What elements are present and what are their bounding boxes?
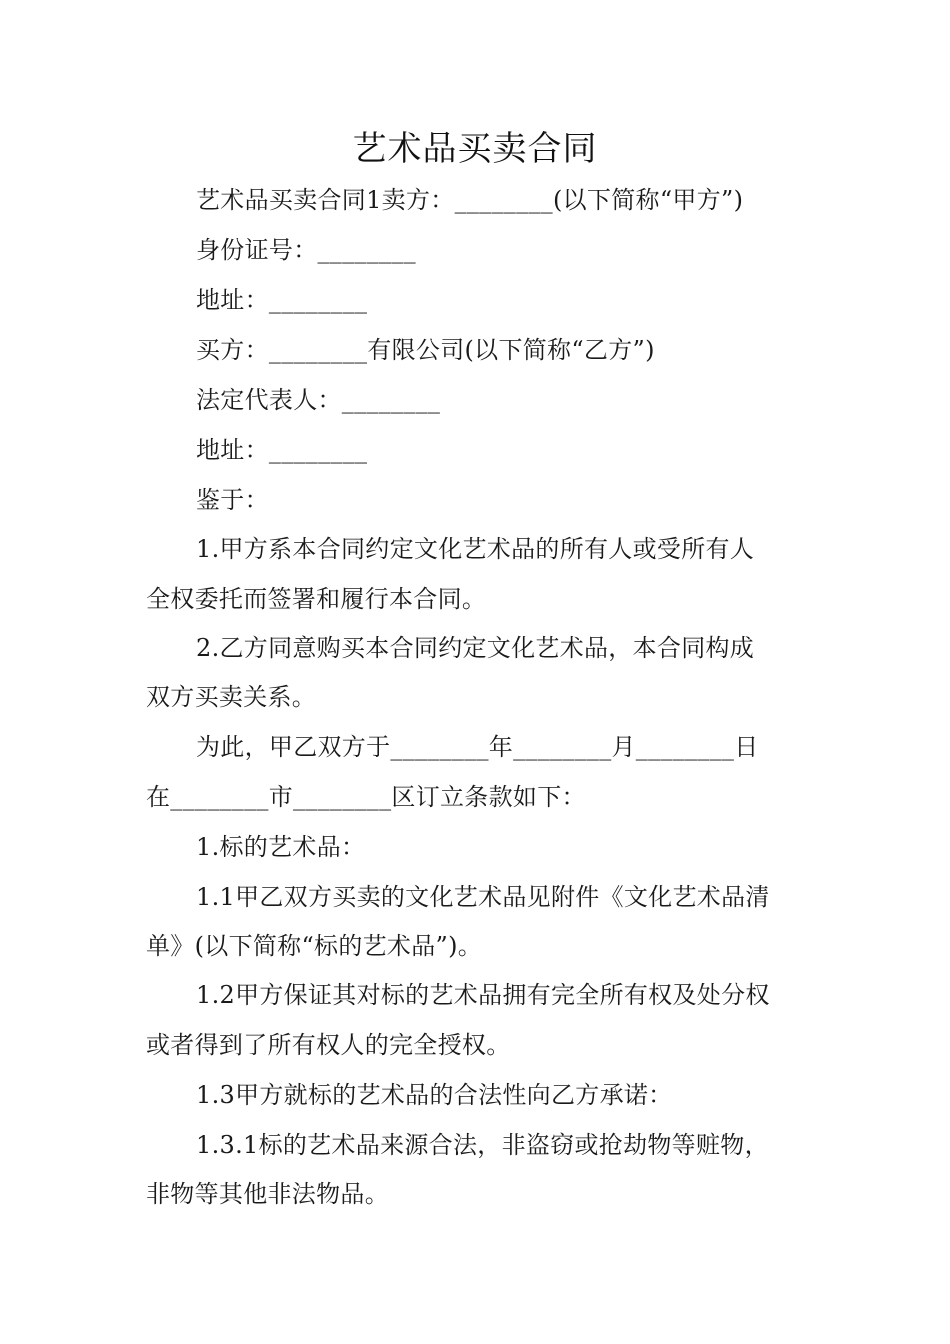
legal-representative-line: 法定代表人：________ (196, 386, 441, 414)
clause-1-3-1-line-1: 1.3.1标的艺术品来源合法，非盗窃或抢劫物等赃物， (196, 1131, 769, 1159)
buyer-line: 买方：________有限公司(以下简称“乙方”) (196, 336, 655, 364)
buyer-address-line: 地址：________ (196, 436, 368, 464)
agreement-date-line-2: 在________市________区订立条款如下： (146, 783, 586, 811)
clause-1-3-line: 1.3甲方就标的艺术品的合法性向乙方承诺： (196, 1081, 673, 1109)
seller-line: 艺术品买卖合同1卖方：________(以下简称“甲方”) (196, 186, 744, 214)
agreement-date-line-1: 为此，甲乙双方于________年________月________日 (196, 733, 759, 761)
clause-1-2-line-2: 或者得到了所有权人的完全授权。 (146, 1031, 511, 1059)
clause-1-1-line-2: 单》(以下简称“标的艺术品”)。 (146, 932, 483, 960)
clause-1-2-line-1: 1.2甲方保证其对标的艺术品拥有完全所有权及处分权 (196, 981, 770, 1009)
clause-1-1-line-1: 1.1甲乙双方买卖的文化艺术品见附件《文化艺术品清 (196, 883, 770, 911)
clause-1-heading: 1.标的艺术品： (196, 833, 366, 861)
whereas-heading: 鉴于： (196, 486, 269, 514)
recital-2-line-1: 2.乙方同意购买本合同约定文化艺术品，本合同构成 (196, 634, 755, 662)
document-title: 艺术品买卖合同 (352, 129, 598, 169)
recital-2-line-2: 双方买卖关系。 (146, 683, 317, 711)
recital-1-line-1: 1.甲方系本合同约定文化艺术品的所有人或受所有人 (196, 535, 755, 563)
seller-address-line: 地址：________ (196, 286, 368, 314)
id-number-line: 身份证号：________ (196, 236, 416, 264)
recital-1-line-2: 全权委托而签署和履行本合同。 (146, 585, 487, 613)
clause-1-3-1-line-2: 非物等其他非法物品。 (146, 1180, 389, 1208)
